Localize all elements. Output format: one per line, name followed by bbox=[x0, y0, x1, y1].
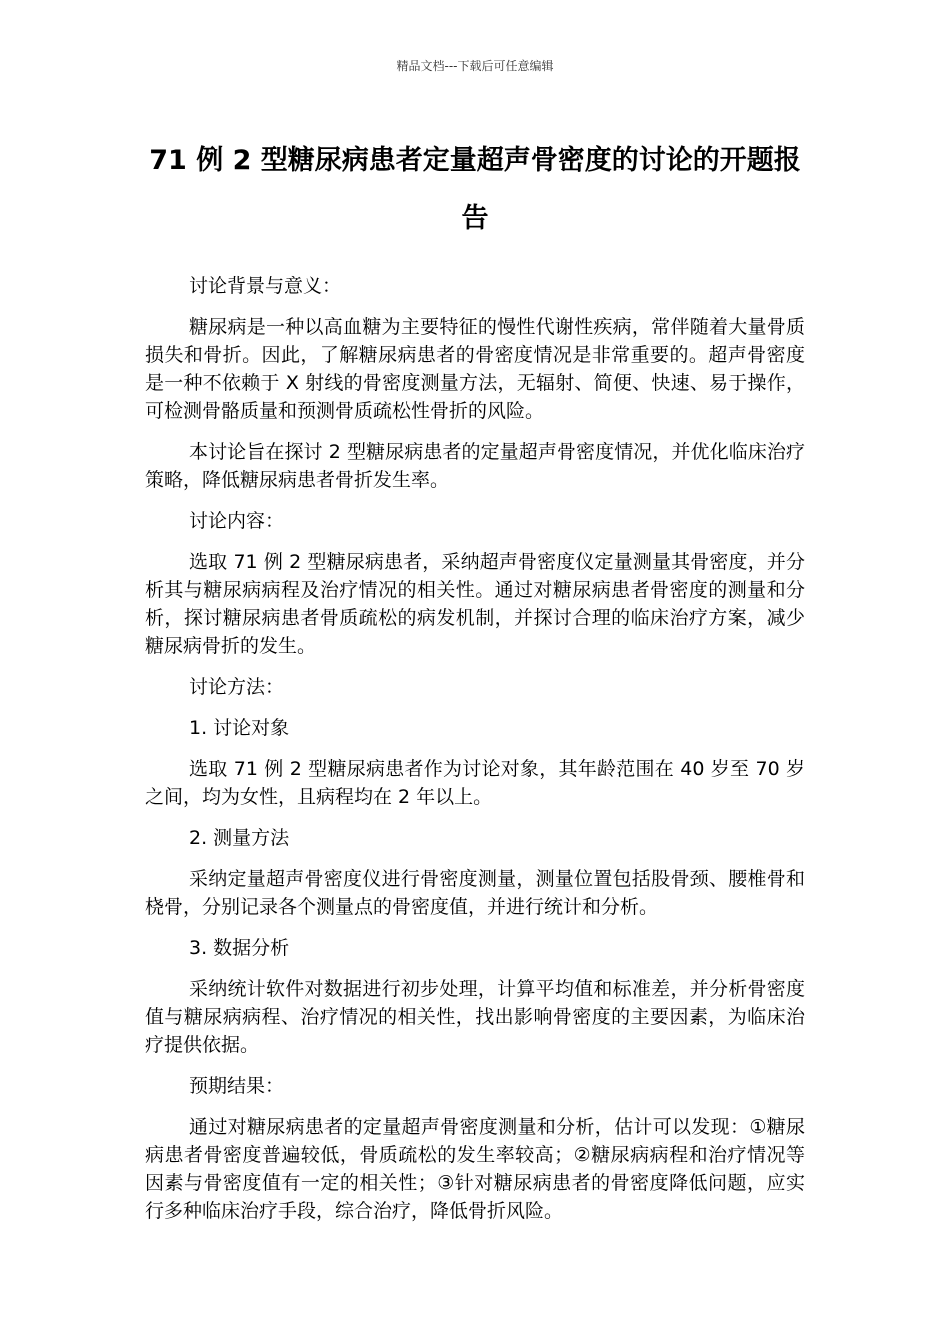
section-heading-content: 讨论内容： bbox=[189, 510, 285, 532]
paragraph-content: 选取 71 例 2 型糖尿病患者，采纳超声骨密度仪定量测量其骨密度，并分析其与糖尿病病程及治疗情况的相关性。通过对糖尿病患者骨密度的测量和分析，探讨糖尿病患者骨质疏松的病发机制，并探讨合理的临床治疗方案，减少糖尿病骨折的发生。 bbox=[145, 551, 805, 657]
document-title: 71 例 2 型糖尿病患者定量超声骨密度的讨论的开题报告 bbox=[149, 145, 801, 234]
document-body bbox=[145, 272, 805, 1238]
paragraph-purpose: 本讨论旨在探讨 2 型糖尿病患者的定量超声骨密度情况，并优化临床治疗策略，降低糖尿病患者骨折发生率。 bbox=[145, 441, 805, 491]
paragraph-results: 通过对糖尿病患者的定量超声骨密度测量和分析，估计可以发现：①糖尿病患者骨密度普遍较低，骨质疏松的发生率较高；②糖尿病病程和治疗情况等因素与骨密度值有一定的相关性；③针对糖尿病患者的骨密度降低问题，应实行多种临床治疗手段，综合治疗，降低骨折风险。 bbox=[145, 1116, 805, 1222]
paragraph-analysis: 采纳统计软件对数据进行初步处理，计算平均值和标准差，并分析骨密度值与糖尿病病程、治疗情况的相关性，找出影响骨密度的主要因素，为临床治疗提供依据。 bbox=[145, 978, 805, 1056]
paragraph-background: 糖尿病是一种以高血糖为主要特征的慢性代谢性疾病，常伴随着大量骨质损失和骨折。因此，了解糖尿病患者的骨密度情况是非常重要的。超声骨密度是一种不依赖于 X 射线的骨密度测量方法，无辐射、简便、快速、易于操作，可检测骨骼质量和预测骨质疏松性骨折的风险。 bbox=[145, 316, 805, 422]
header-note: 精品文档---下载后可任意编辑 bbox=[396, 59, 554, 73]
section-heading-methods: 讨论方法： bbox=[189, 676, 285, 698]
section-heading-background: 讨论背景与意义： bbox=[189, 275, 342, 297]
paragraph-subjects: 选取 71 例 2 型糖尿病患者作为讨论对象，其年龄范围在 40 岁至 70 岁之间，均为女性，且病程均在 2 年以上。 bbox=[145, 758, 805, 808]
section-heading-results: 预期结果： bbox=[189, 1075, 285, 1097]
paragraph-measurement: 采纳定量超声骨密度仪进行骨密度测量，测量位置包括股骨颈、腰椎骨和桡骨，分别记录各个测量点的骨密度值，并进行统计和分析。 bbox=[145, 868, 805, 918]
subheading-analysis: 3. 数据分析 bbox=[189, 937, 290, 959]
subheading-subjects: 1. 讨论对象 bbox=[189, 717, 290, 739]
subheading-measurement: 2. 测量方法 bbox=[189, 827, 290, 849]
